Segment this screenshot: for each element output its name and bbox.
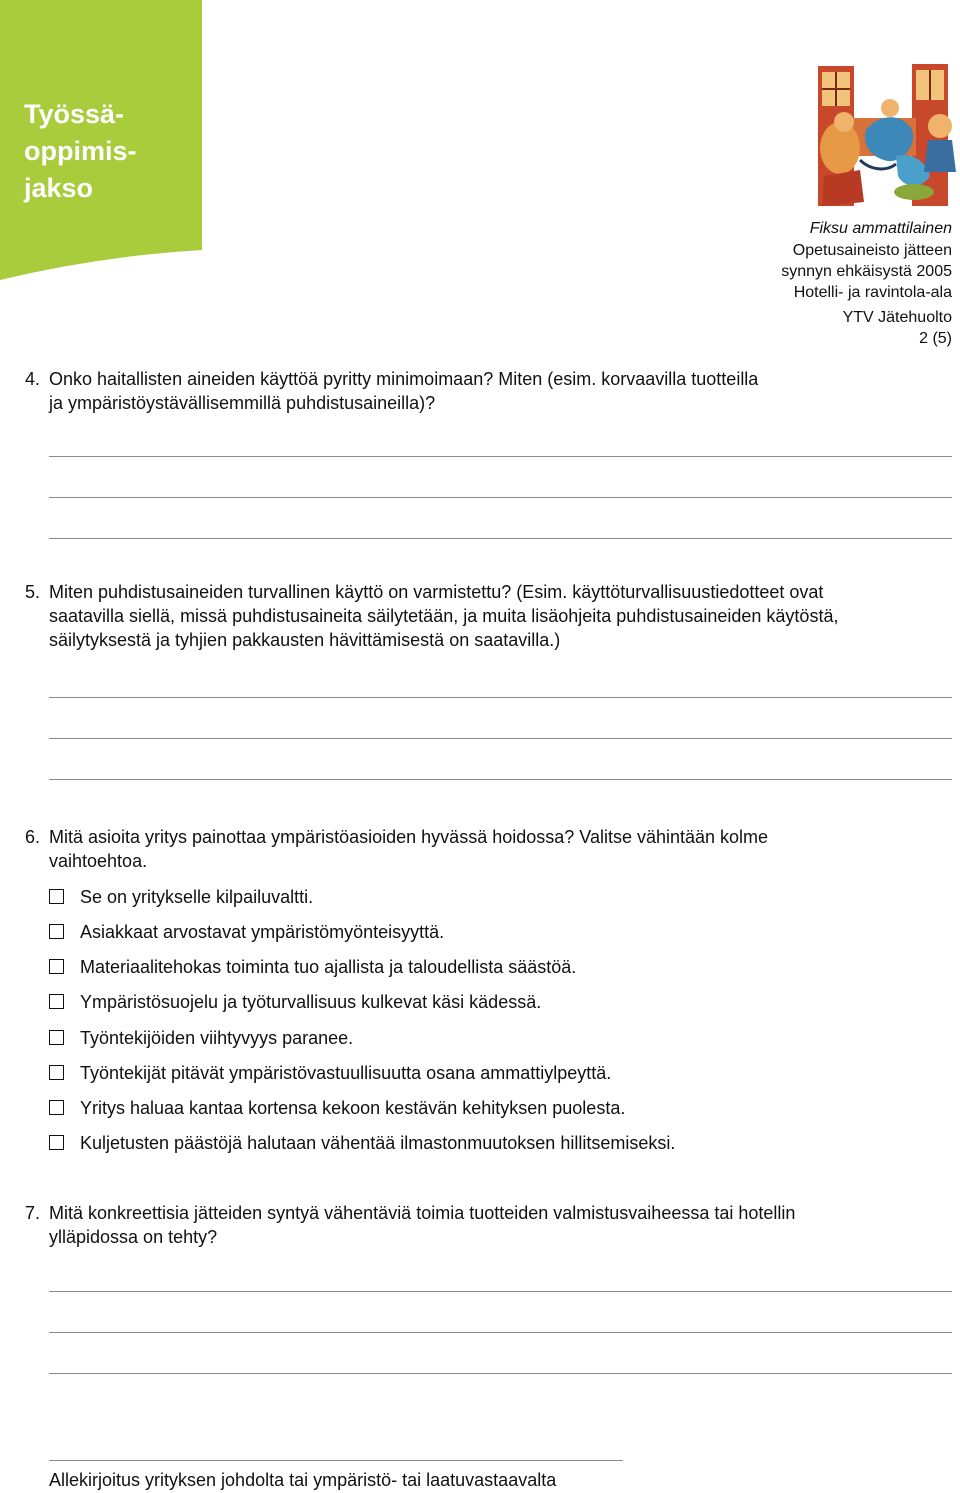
- signature-line[interactable]: [49, 1460, 623, 1461]
- question-number: 7.: [24, 1203, 40, 1223]
- question-text-line: vaihtoehtoa.: [49, 851, 148, 871]
- option-label: Asiakkaat arvostavat ympäristömyönteisyyttä.: [80, 922, 445, 942]
- question-text-line: Mitä konkreettisia jätteiden syntyä vähentäviä toimia tuotteiden valmistusvaiheessa tai hotellin: [49, 1203, 796, 1223]
- option-label: Kuljetusten päästöjä halutaan vähentää ilmastonmuutoksen hillitsemiseksi.: [80, 1133, 676, 1153]
- option-label: Se on yritykselle kilpailuvaltti.: [80, 887, 314, 907]
- subtitle: Fiksu ammattilainen: [809, 220, 952, 237]
- option-label: Työntekijät pitävät ympäristövastuullisuutta osana ammattiylpeyttä.: [80, 1063, 612, 1083]
- option-label: Materiaalitehokas toiminta tuo ajallista ja taloudellista säästöä.: [80, 957, 577, 977]
- question-text-line: ylläpidossa on tehty?: [49, 1227, 218, 1247]
- answer-line[interactable]: [49, 538, 952, 539]
- answer-line[interactable]: [49, 1291, 952, 1292]
- answer-line[interactable]: [49, 497, 952, 498]
- checkbox[interactable]: [49, 889, 64, 904]
- checkbox[interactable]: [49, 994, 64, 1009]
- question-number: 4.: [24, 369, 40, 389]
- signature-label: Allekirjoitus yrityksen johdolta tai ympäristö- tai laatuvastaavalta: [49, 1470, 557, 1490]
- checkbox[interactable]: [49, 924, 64, 939]
- option-label: Yritys haluaa kantaa kortensa kekoon kestävän kehityksen puolesta.: [80, 1098, 626, 1118]
- tab-title-line: Työssä-: [24, 99, 125, 129]
- checkbox[interactable]: [49, 1135, 64, 1150]
- answer-line[interactable]: [49, 456, 952, 457]
- meta-line: Hotelli- ja ravintola-ala: [793, 284, 952, 301]
- question-7-text: [49, 1201, 929, 1249]
- tab-title-line: oppimis-: [24, 136, 137, 166]
- checkbox[interactable]: [49, 959, 64, 974]
- meta-line: synnyn ehkäisystä 2005: [781, 263, 952, 280]
- answer-line[interactable]: [49, 697, 952, 698]
- checkbox[interactable]: [49, 1100, 64, 1115]
- question-number: 5.: [24, 582, 40, 602]
- question-text-line: Mitä asioita yritys painottaa ympäristöasioiden hyvässä hoidossa? Valitse vähintään kolme: [49, 827, 769, 847]
- meta-line: Opetusaineisto jätteen: [792, 242, 952, 259]
- question-text-line: ja ympäristöystävällisemmillä puhdistusaineilla)?: [49, 393, 436, 413]
- checkbox[interactable]: [49, 1065, 64, 1080]
- tab-title-line: jakso: [24, 173, 94, 203]
- answer-line[interactable]: [49, 1373, 952, 1374]
- question-text-line: Miten puhdistusaineiden turvallinen käyttö on varmistettu? (Esim. käyttöturvallisuustiedotteet ovat: [49, 582, 824, 602]
- page-number: 2 (5): [919, 330, 952, 347]
- question-text-line: Onko haitallisten aineiden käyttöä pyritty minimoimaan? Miten (esim. korvaavilla tuotteilla: [49, 369, 759, 389]
- answer-line[interactable]: [49, 779, 952, 780]
- option-label: Työntekijöiden viihtyvyys paranee.: [80, 1028, 354, 1048]
- option-label: Ympäristösuojelu ja työturvallisuus kulkevat käsi kädessä.: [80, 992, 542, 1012]
- question-number: 6.: [24, 827, 40, 847]
- question-4-text: [49, 367, 929, 415]
- question-5-text: [49, 580, 929, 652]
- answer-line[interactable]: [49, 738, 952, 739]
- hotel-illustration-logo: [800, 60, 960, 210]
- checkbox[interactable]: [49, 1030, 64, 1045]
- question-6-text: [49, 825, 929, 873]
- answer-line[interactable]: [49, 1332, 952, 1333]
- question-text-line: säilytyksestä ja tyhjien pakkausten hävittämisestä on saatavilla.): [49, 630, 561, 650]
- section-tab-title: [24, 96, 194, 207]
- publisher: YTV Jätehuolto: [842, 309, 952, 326]
- question-text-line: saatavilla siellä, missä puhdistusaineita säilytetään, ja muita lisäohjeita puhdistusaineiden käytöstä,: [49, 606, 839, 626]
